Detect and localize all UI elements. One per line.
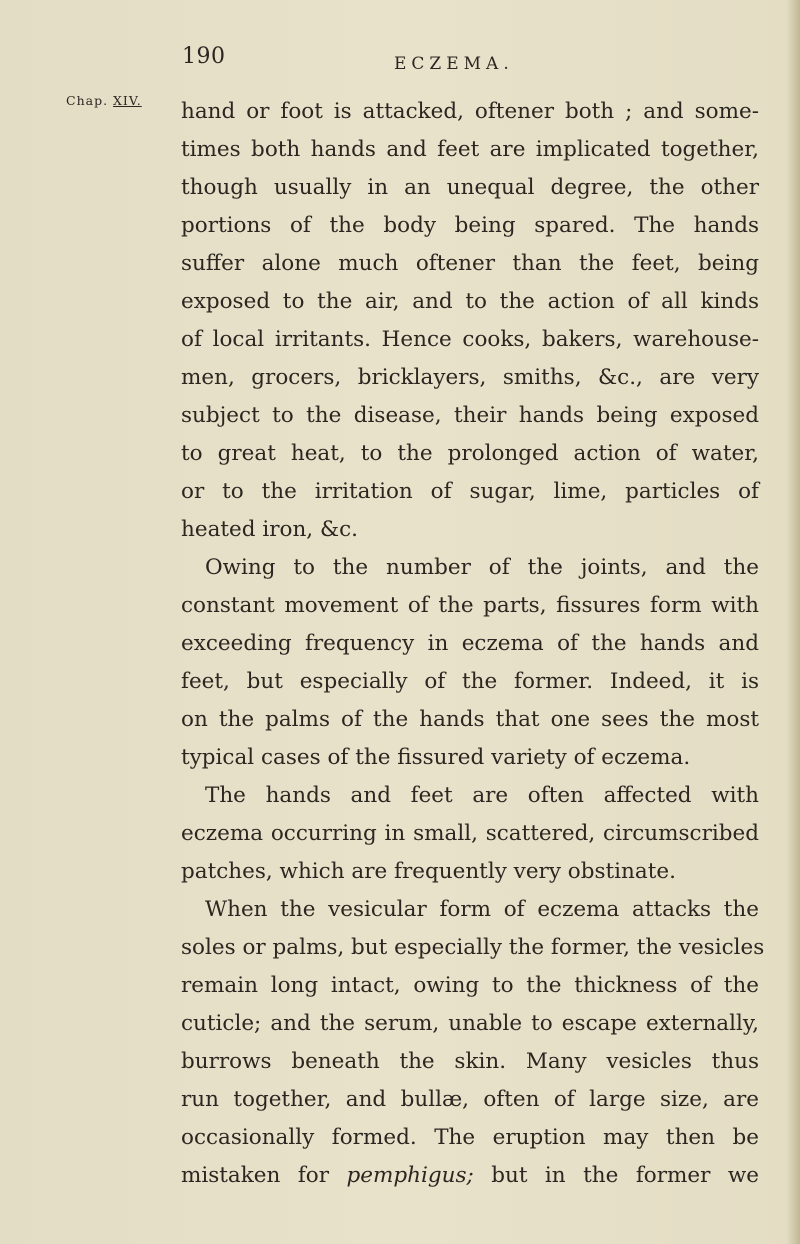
body-text [181, 93, 765, 1195]
text-line: heated iron, &c. [181, 517, 358, 542]
text-line: exposed to the air, and to the action of all kinds [181, 289, 759, 314]
text-line: times both hands and feet are implicated together, [181, 137, 759, 162]
text-line: soles or palms, but especially the former, the vesicles [181, 935, 765, 960]
text-line: suffer alone much oftener than the feet, being [181, 251, 759, 276]
chapter-mark-prefix: Chap. [66, 93, 109, 108]
text-line: occasionally formed. The eruption may then be [181, 1125, 759, 1150]
text-line: Owing to the number of the joints, and the [205, 555, 759, 580]
running-head: ECZEMA. [394, 54, 514, 74]
text-line: exceeding frequency in eczema of the hands and [181, 631, 759, 656]
text-run: but in the former we [473, 1163, 759, 1188]
text-line: feet, but especially of the former. Indeed, it is [181, 669, 759, 694]
text-line: though usually in an unequal degree, the other [181, 175, 759, 200]
text-line: hand or foot is attacked, oftener both ; and some- [181, 99, 759, 124]
text-line: or to the irritation of sugar, lime, particles of [181, 479, 759, 504]
chapter-marginal-note [66, 93, 142, 108]
text-line: typical cases of the fissured variety of eczema. [181, 745, 691, 770]
text-line: of local irritants. Hence cooks, bakers, warehouse- [181, 327, 759, 352]
page-edge-shadow [786, 0, 800, 1244]
text-line: portions of the body being spared. The hands [181, 213, 759, 238]
text-line: eczema occurring in small, scattered, circumscribed [181, 821, 759, 846]
text-line: men, grocers, bricklayers, smiths, &c., are very [181, 365, 759, 390]
italic-term: pemphigus; [346, 1163, 474, 1188]
text-line-last [181, 1157, 759, 1195]
text-run: mistaken for [181, 1163, 347, 1188]
text-line: The hands and feet are often affected with [205, 783, 759, 808]
text-line: cuticle; and the serum, unable to escape externally, [181, 1011, 759, 1036]
text-line: constant movement of the parts, fissures form with [181, 593, 759, 618]
text-line: When the vesicular form of eczema attacks the [205, 897, 759, 922]
text-line: run together, and bullæ, often of large size, are [181, 1087, 759, 1112]
text-line: patches, which are frequently very obstinate. [181, 859, 676, 884]
text-line: remain long intact, owing to the thickness of the [181, 973, 759, 998]
text-line: burrows beneath the skin. Many vesicles thus [181, 1049, 759, 1074]
text-line: to great heat, to the prolonged action of water, [181, 441, 759, 466]
page-number: 190 [182, 44, 226, 69]
chapter-mark-number: XIV. [113, 93, 142, 108]
text-line: on the palms of the hands that one sees the most [181, 707, 759, 732]
text-line: subject to the disease, their hands being exposed [181, 403, 759, 428]
